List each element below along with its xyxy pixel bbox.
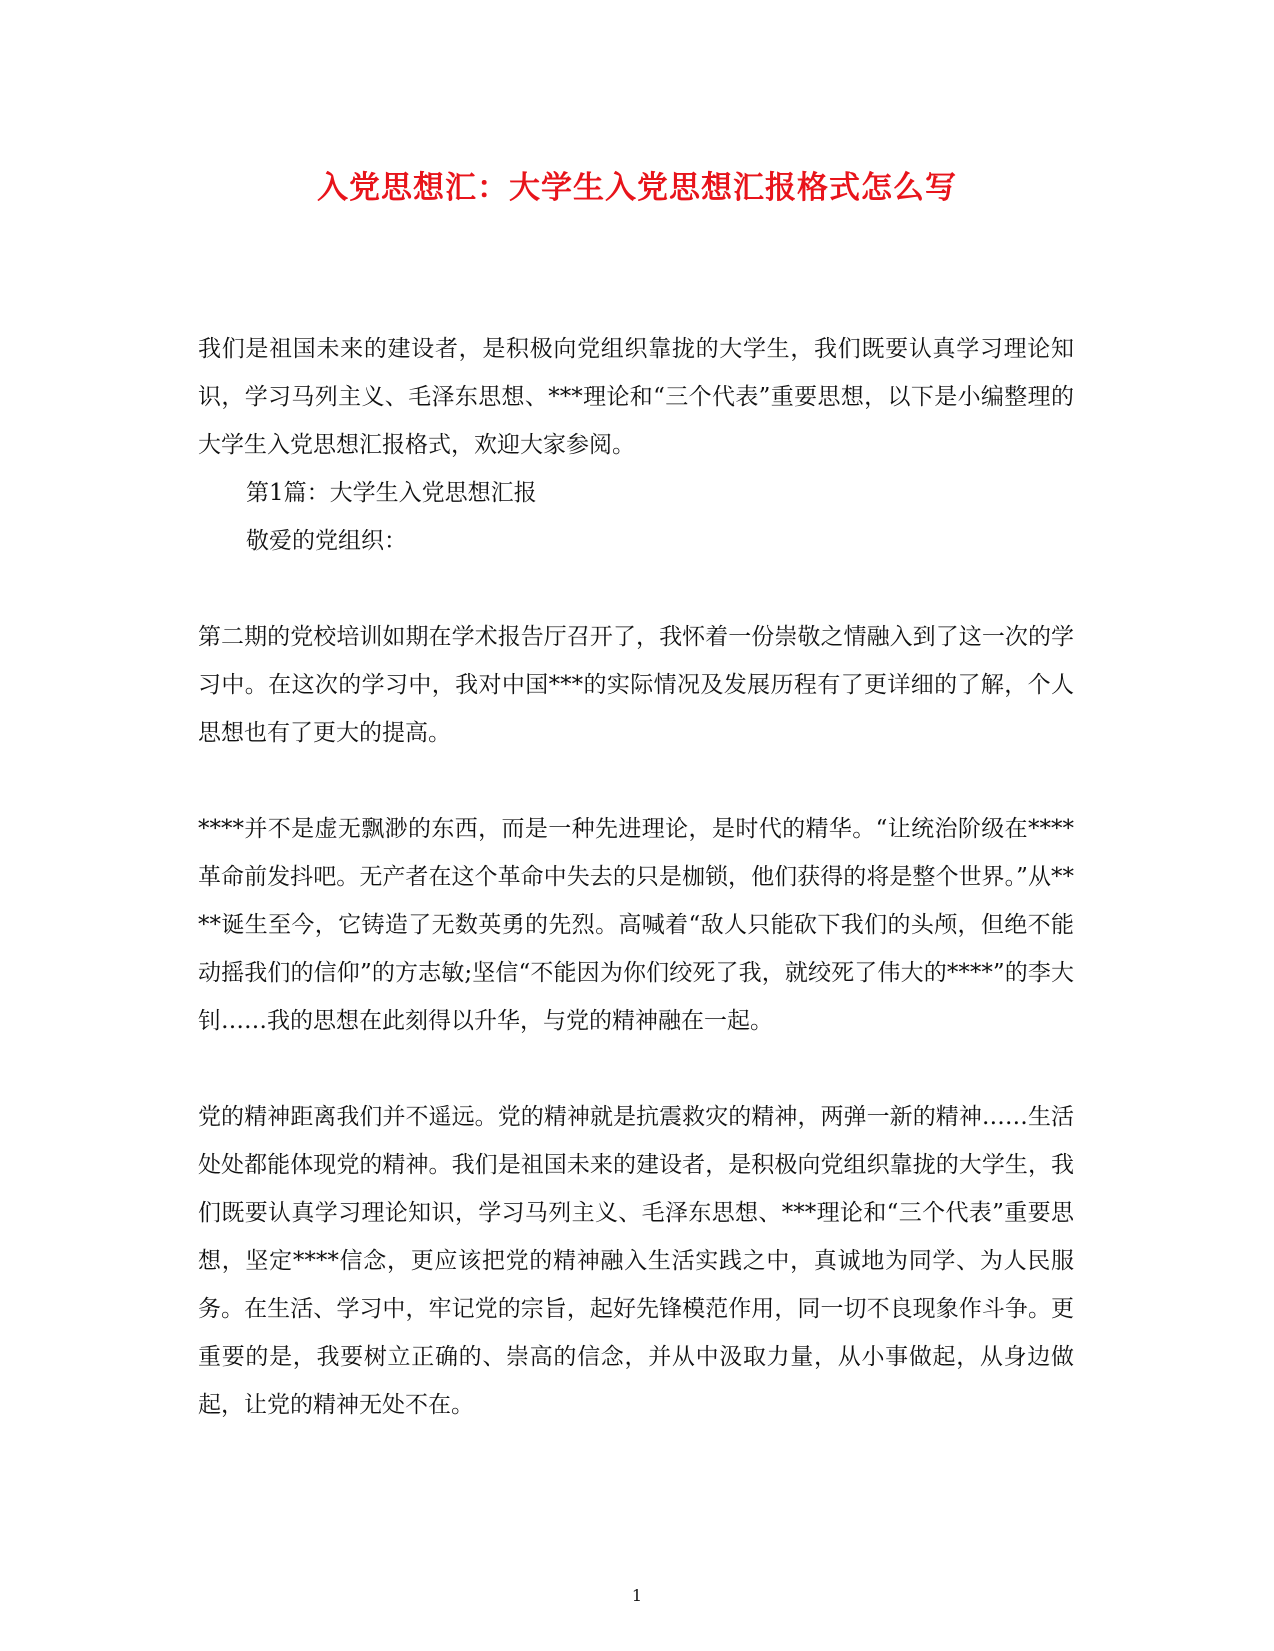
intro-paragraph: 我们是祖国未来的建设者，是积极向党组织靠拢的大学生，我们既要认真学习理论知识，学习马列主义、毛泽东思想、***理论和“三个代表”重要思想，以下是小编整理的大学生入党思想汇报格式，欢迎大家参阅。 <box>198 336 1074 458</box>
paragraph-gap <box>198 565 1074 613</box>
document-title: 入党思想汇：大学生入党思想汇报格式怎么写 <box>317 170 957 206</box>
paragraph-gap <box>198 757 1074 805</box>
section-heading: 第1篇：大学生入党思想汇报 <box>246 480 537 506</box>
paragraph-gap <box>198 1045 1074 1093</box>
body-paragraph-1: 第二期的党校培训如期在学术报告厅召开了，我怀着一份崇敬之情融入到了这一次的学习中。在这次的学习中，我对中国***的实际情况及发展历程有了更详细的了解，个人思想也有了更大的提高。 <box>198 624 1074 746</box>
document-body <box>198 325 1074 1429</box>
body-paragraph-3: 党的精神距离我们并不遥远。党的精神就是抗震救灾的精神，两弹一新的精神……生活处处都能体现党的精神。我们是祖国未来的建设者，是积极向党组织靠拢的大学生，我们既要认真学习理论知识，学习马列主义、毛泽东思想、***理论和“三个代表”重要思想，坚定****信念，更应该把党的精神融入生活实践之中，真诚地为同学、为人民服务。在生活、学习中，牢记党的宗旨，起好先锋模范作用，同一切不良现象作斗争。更重要的是，我要树立正确的、崇高的信念，并从中汲取力量，从小事做起，从身边做起，让党的精神无处不在。 <box>198 1104 1074 1418</box>
salutation: 敬爱的党组织： <box>246 528 407 554</box>
page-number: 1 <box>631 1586 643 1605</box>
body-paragraph-2: ****并不是虚无飘渺的东西，而是一种先进理论，是时代的精华。“让统治阶级在****革命前发抖吧。无产者在这个革命中失去的只是枷锁，他们获得的将是整个世界。”从****诞生至今，它铸造了无数英勇的先烈。高喊着“敌人只能砍下我们的头颅，但绝不能动摇我们的信仰”的方志敏;坚信“不能因为你们绞死了我，就绞死了伟大的****”的李大钊……我的思想在此刻得以升华，与党的精神融在一起。 <box>198 816 1074 1034</box>
